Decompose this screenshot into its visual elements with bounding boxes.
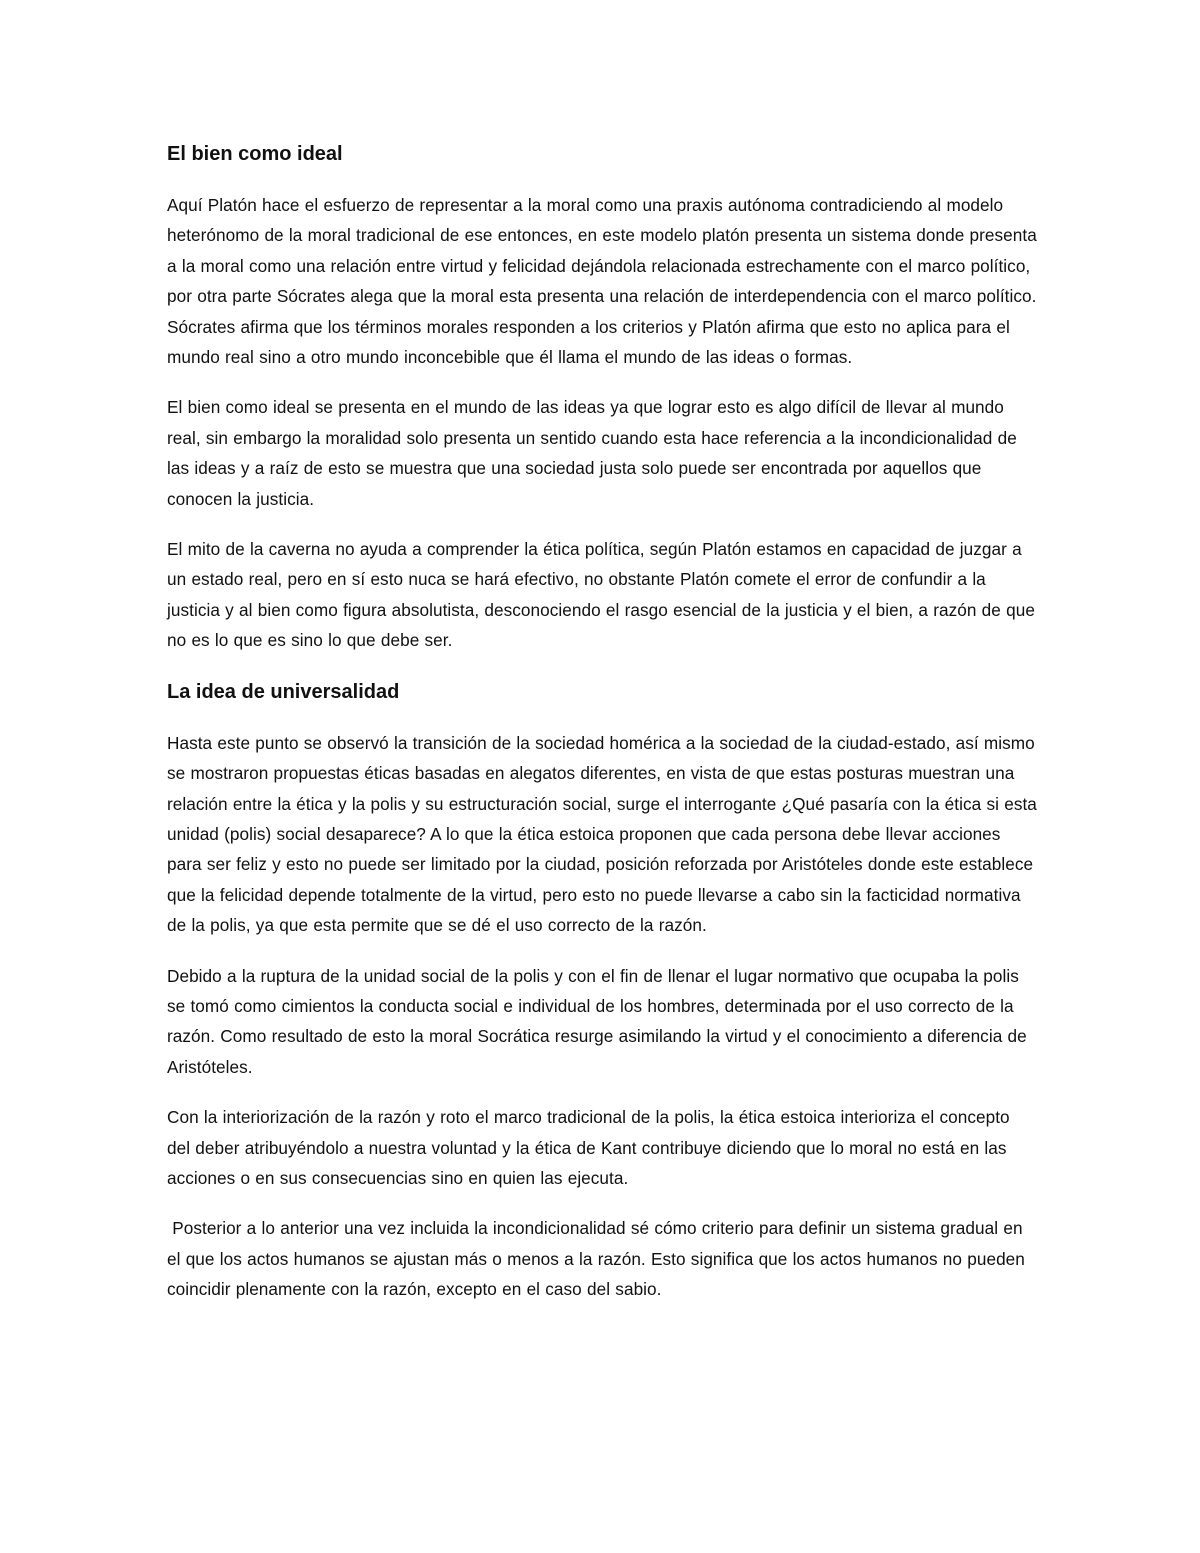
paragraph: Debido a la ruptura de la unidad social de la polis y con el fin de llenar el lugar normativo que ocupaba la polis se tomó como cimientos la conducta social e individual de los hombres, determinada por el uso correcto de la razón. Como resultado de esto la moral Socrática resurge asimilando la virtud y el conocimiento a diferencia de Aristóteles.	[167, 965, 1027, 1077]
paragraph: El bien como ideal se presenta en el mundo de las ideas ya que lograr esto es algo difícil de llevar al mundo real, sin embargo la moralidad solo presenta un sentido cuando esta hace referencia a la incondicionalidad de las ideas y a raíz de esto se muestra que una sociedad justa solo puede ser encontrada por aquellos que conocen la justicia.	[167, 397, 1017, 509]
paragraph: Con la interiorización de la razón y roto el marco tradicional de la polis, la ética estoica interioriza el concepto del deber atribuyéndolo a nuestra voluntad y la ética de Kant contribuye diciendo que lo moral no está en las acciones o en sus consecuencias sino en quien las ejecuta.	[167, 1107, 1010, 1188]
section-heading-idea-de-universalidad: La idea de universalidad	[167, 680, 400, 703]
section-heading-bien-como-ideal: El bien como ideal	[167, 143, 343, 165]
paragraph: Posterior a lo anterior una vez incluida la incondicionalidad sé cómo criterio para definir un sistema gradual en el que los actos humanos se ajustan más o menos a la razón. Esto significa que los actos humanos no pueden coincidir plenamente con la razón, excepto en el caso del sabio.	[167, 1218, 1031, 1300]
paragraph: Aquí Platón hace el esfuerzo de representar a la moral como una praxis autónoma contradiciendo al modelo heterónomo de la moral tradicional de ese entonces, en este modelo platón presenta un sistema donde presenta a la moral como una relación entre virtud y felicidad dejándola relacionada estrechamente con el marco político, por otra parte Sócrates alega que la moral esta presenta una relación de interdependencia con el marco político. Sócrates afirma que los términos morales responden a los criterios y Platón afirma que esto no aplica para el mundo real sino a otro mundo inconcebible que él llama el mundo de las ideas o formas.	[167, 195, 1037, 368]
paragraph: Hasta este punto se observó la transición de la sociedad homérica a la sociedad de la ciudad-estado, así mismo se mostraron propuestas éticas basadas en alegatos diferentes, en vista de que estas posturas muestran una relación entre la ética y la polis y su estructuración social, surge el interrogante ¿Qué pasaría con la ética si esta unidad (polis) social desaparece? A lo que la ética estoica proponen que cada persona debe llevar acciones para ser feliz y esto no puede ser limitado por la ciudad, posición reforzada por Aristóteles donde este establece que la felicidad depende totalmente de la virtud, pero esto no puede llevarse a cabo sin la facticidad normativa de la polis, ya que esta permite que se dé el uso correcto de la razón.	[167, 732, 1037, 936]
paragraph: El mito de la caverna no ayuda a comprender la ética política, según Platón estamos en capacidad de juzgar a un estado real, pero en sí esto nuca se hará efectivo, no obstante Platón comete el error de confundir a la justicia y al bien como figura absolutista, desconociendo el rasgo esencial de la justicia y el bien, a razón de que no es lo que es sino lo que debe ser.	[167, 539, 1035, 651]
document-body	[167, 140, 1037, 1325]
